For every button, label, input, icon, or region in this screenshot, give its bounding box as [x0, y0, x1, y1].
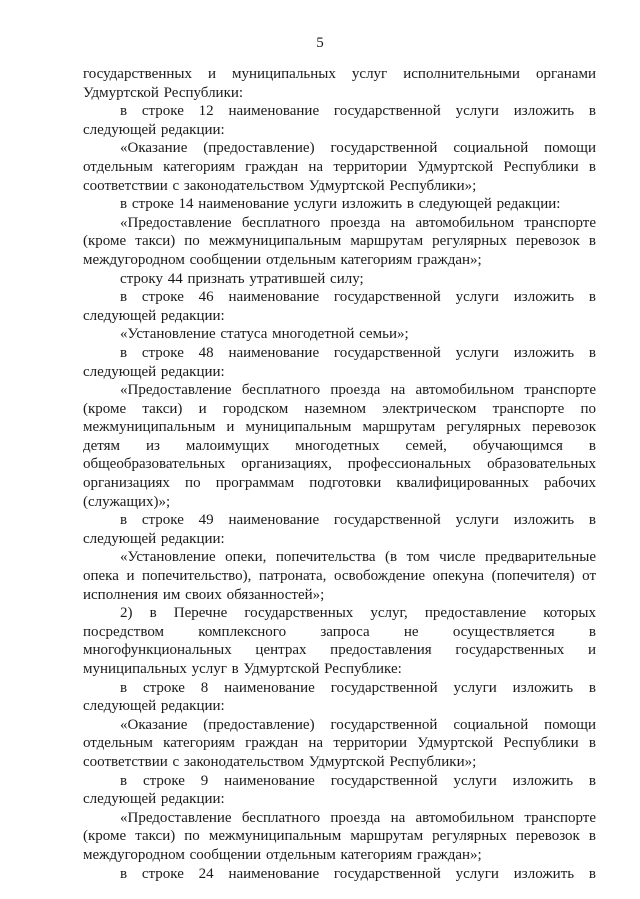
paragraph-item-2: 2) в Перечне государственных услуг, предоставление которых посредством комплексного запроса не осуществляется в многофункциональных центрах предоставления государственных и муниципальных услуг в Удмуртской Республике: [83, 605, 596, 677]
paragraph-row-8-instruction: в строке 8 наименование государственной услуги изложить в следующей редакции: [83, 679, 596, 715]
paragraph-row-48-instruction: в строке 48 наименование государственной услуги изложить в следующей редакции: [83, 344, 596, 380]
paragraph-row-49-text: «Установление опеки, попечительства (в том числе предварительные опека и попечительство), патроната, освобождение опекуна (попечителя) от исполнения им своих обязанностей»; [83, 549, 596, 603]
paragraph-row-12-instruction: в строке 12 наименование государственной услуги изложить в следующей редакции: [83, 103, 596, 138]
paragraph-row-8-text: «Оказание (предоставление) государственной социальной помощи отдельным категориям граждан на территории Удмуртской Республики в соответствии с законодательством Удмуртской Республики»; [83, 716, 596, 770]
document-body [83, 65, 596, 883]
paragraph-row-12-text: «Оказание (предоставление) государственной социальной помощи отдельным категориям граждан на территории Удмуртской Республики в соответствии с законодательством Удмуртской Республики»; [83, 140, 596, 194]
paragraph-row-49-instruction: в строке 49 наименование государственной услуги изложить в следующей редакции: [83, 512, 596, 547]
paragraph-row-9-text: «Предоставление бесплатного проезда на автомобильном транспорте (кроме такси) по межмуниципальным маршрутам регулярных перевозок в междугородном сообщении отдельным категориям граждан»; [83, 809, 596, 863]
paragraph-row-24-instruction: в строке 24 наименование государственной услуги изложить в [120, 865, 596, 882]
paragraph-row-14-text: «Предоставление бесплатного проезда на автомобильном транспорте (кроме такси) по межмуниципальным маршрутам регулярных перевозок в междугородном сообщении отдельным категориям граждан»; [83, 214, 596, 268]
paragraph-continuation: государственных и муниципальных услуг исполнительными органами Удмуртской Республики: [83, 66, 596, 101]
paragraph-row-48-text: «Предоставление бесплатного проезда на автомобильном транспорте (кроме такси) и городском наземном электрическом транспорте по межмуниципальным и муниципальным маршрутам регулярных перевозок детям из малоимущих многодетных семей, обучающимся в общеобразовательных организациях, профессиональных образовательных организациях по программам подготовки квалифицированных рабочих (служащих)»; [83, 382, 596, 510]
paragraph-row-14-instruction: в строке 14 наименование услуги изложить в следующей редакции: [120, 196, 561, 213]
paragraph-row-46-instruction: в строке 46 наименование государственной услуги изложить в следующей редакции: [83, 289, 596, 324]
page-number: 5 [316, 35, 324, 51]
paragraph-row-46-text: «Установление статуса многодетной семьи»; [120, 326, 409, 343]
paragraph-row-9-instruction: в строке 9 наименование государственной услуги изложить в следующей редакции: [83, 772, 596, 808]
paragraph-row-44-instruction: строку 44 признать утратившей силу; [120, 270, 364, 287]
